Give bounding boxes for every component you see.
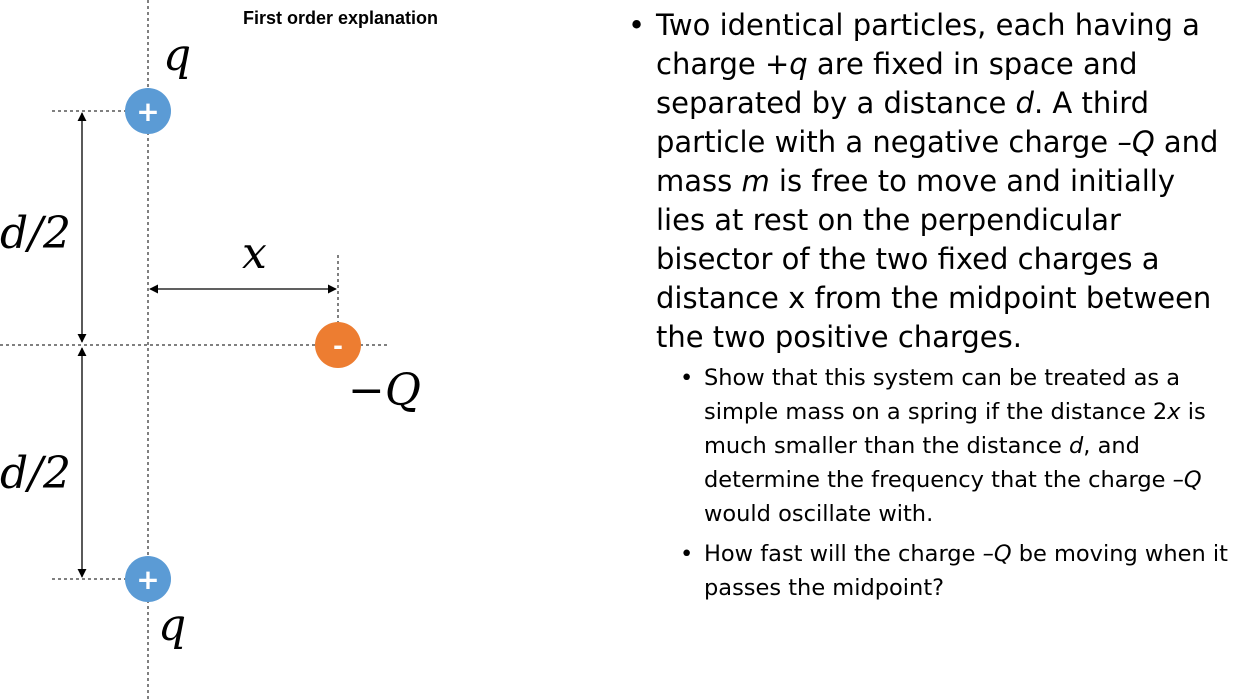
sub-text-part: , and determine the frequency that the charge <box>704 433 1173 493</box>
problem-text-panel <box>628 6 1228 611</box>
sub-question-2-text <box>704 537 1228 605</box>
bottom-charge-label: q <box>158 600 187 651</box>
top-charge-label: q <box>163 30 192 81</box>
moving-charge-sign: - <box>333 332 343 360</box>
main-text-part: is free to move and initially lies at rest on the perpendicular bisector of the two fixed charges a distance x from the midpoint between the two positive charges. <box>656 164 1212 354</box>
moving-charge-label: −Q <box>348 365 421 416</box>
x-distance-label: x <box>242 228 267 279</box>
main-text-part: are fixed in space and separated by a distance <box>656 47 1138 120</box>
sub-text-part: be moving when it passes the midpoint? <box>704 541 1228 601</box>
main-text-part: and mass <box>656 125 1219 198</box>
main-text-part: Two identical particles, each having a charge <box>656 8 1200 81</box>
sub-text-part: would oscillate with. <box>704 501 934 527</box>
sub-text-part: Show that this system can be treated as a simple mass on a spring if the distance 2 <box>704 365 1181 425</box>
Q-symbol: –Q <box>982 541 1012 567</box>
sub-question-list <box>680 361 1228 605</box>
Q-symbol: –Q <box>1172 467 1202 493</box>
charge-Q-symbol: –Q <box>1117 125 1155 159</box>
x-symbol: x <box>1167 399 1181 425</box>
main-text-part: . A third particle with a negative charge <box>656 86 1150 159</box>
sub-bullet-dot: • <box>680 365 694 391</box>
diagram-title: First order explanation <box>243 8 439 28</box>
sub-question-2 <box>680 537 1228 605</box>
main-problem-statement <box>656 6 1226 357</box>
upper-half-label: d/2 <box>0 208 71 259</box>
distance-d-symbol: d <box>1015 86 1034 120</box>
lower-half-label: d/2 <box>0 448 71 499</box>
sub-bullet-dot: • <box>680 541 694 567</box>
sub-question-1 <box>680 361 1228 531</box>
charge-q-symbol: +q <box>764 47 808 81</box>
sub-text-part: How fast will the charge <box>704 541 983 567</box>
d-symbol: d <box>1069 433 1084 459</box>
bottom-charge-sign: + <box>136 563 160 596</box>
charge-diagram <box>0 0 620 700</box>
bottom-positive-charge <box>125 556 171 602</box>
bullet-dot: • <box>628 8 646 42</box>
moving-negative-charge <box>315 322 361 368</box>
main-bullet <box>628 6 1228 357</box>
top-charge-sign: + <box>136 95 160 128</box>
mass-m-symbol: m <box>741 164 770 198</box>
top-positive-charge <box>125 88 171 134</box>
sub-text-part: is much smaller than the distance <box>704 399 1206 459</box>
sub-question-1-text <box>704 361 1228 531</box>
